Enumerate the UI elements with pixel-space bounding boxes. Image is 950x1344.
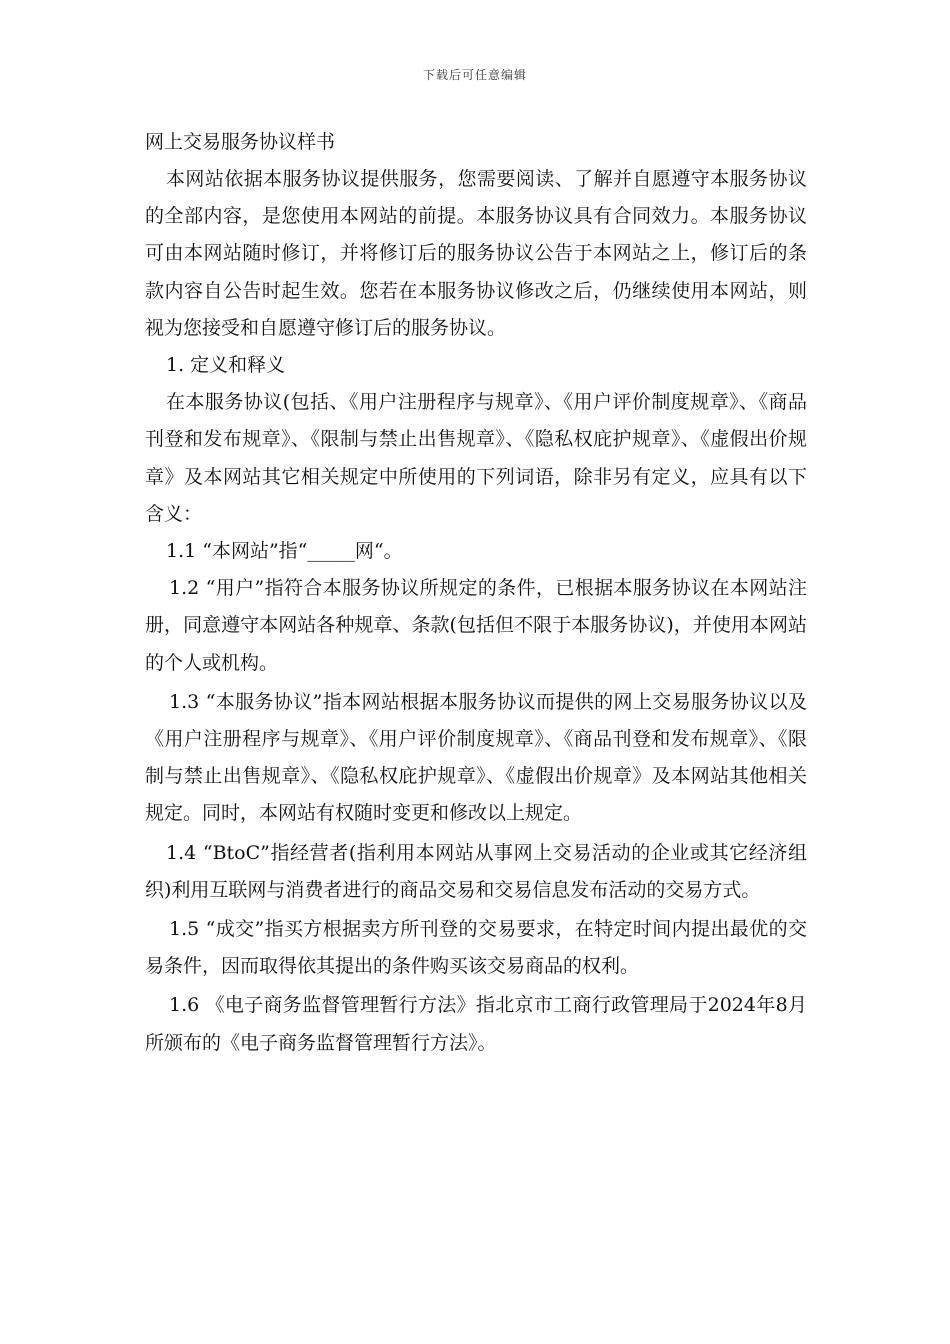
definition-1-3: 1.3 “本服务协议”指本网站根据本服务协议而提供的网上交易服务协议以及《用户注册程序与规章》、《用户评价制度规章》、《商品刊登和发布规章》、《限制与禁止出售规章》、《隐私权庇护规章》、《虚假出价规章》及本网站其他相关规定。同时，本网站有权随时变更和修改以上规定。: [145, 690, 807, 825]
definition-1-5: 1.5 “成交”指买方根据卖方所刊登的交易要求，在特定时间内提出最优的交易条件，因而取得依其提出的条件购买该交易商品的权利。: [145, 918, 807, 978]
document-body: [145, 124, 807, 1062]
definition-1-6: 1.6 《电子商务监督管理暂行方法》指北京市工商行政管理局于2024年8月所颁布的《电子商务监督管理暂行方法》。: [145, 994, 807, 1054]
definition-1-1: 1.1 “本网站”指“_____网“。: [166, 540, 403, 563]
intro-paragraph: 本网站依据本服务协议提供服务，您需要阅读、了解并自愿遵守本服务协议的全部内容，是您使用本网站的前提。本服务协议具有合同效力。本服务协议可由本网站随时修订，并将修订后的服务协议公告于本网站之上，修订后的条款内容自公告时起生效。您若在本服务协议修改之后，仍继续使用本网站，则视为您接受和自愿遵守修订后的服务协议。: [145, 168, 807, 339]
page-header: 下载后可任意编辑: [422, 68, 527, 82]
document-title: 网上交易服务协议样书: [145, 131, 336, 153]
definition-1-2: 1.2 “用户”指符合本服务协议所规定的条件，已根据本服务协议在本网站注册，同意遵守本网站各种规章、条款(包括但不限于本服务协议)，并使用本网站的个人或机构。: [145, 577, 807, 674]
section-1-intro: 在本服务协议(包括、《用户注册程序与规章》、《用户评价制度规章》、《商品刊登和发布规章》、《限制与禁止出售规章》、《隐私权庇护规章》、《虚假出价规章》及本网站其它相关规定中所使用的下列词语，除非另有定义，应具有以下含义：: [145, 391, 807, 525]
section-1-heading: 1. 定义和释义: [166, 354, 286, 377]
definition-1-4: 1.4 “BtoC”指经营者(指利用本网站从事网上交易活动的企业或其它经济组织)利用互联网与消费者进行的商品交易和交易信息发布活动的交易方式。: [145, 841, 807, 901]
